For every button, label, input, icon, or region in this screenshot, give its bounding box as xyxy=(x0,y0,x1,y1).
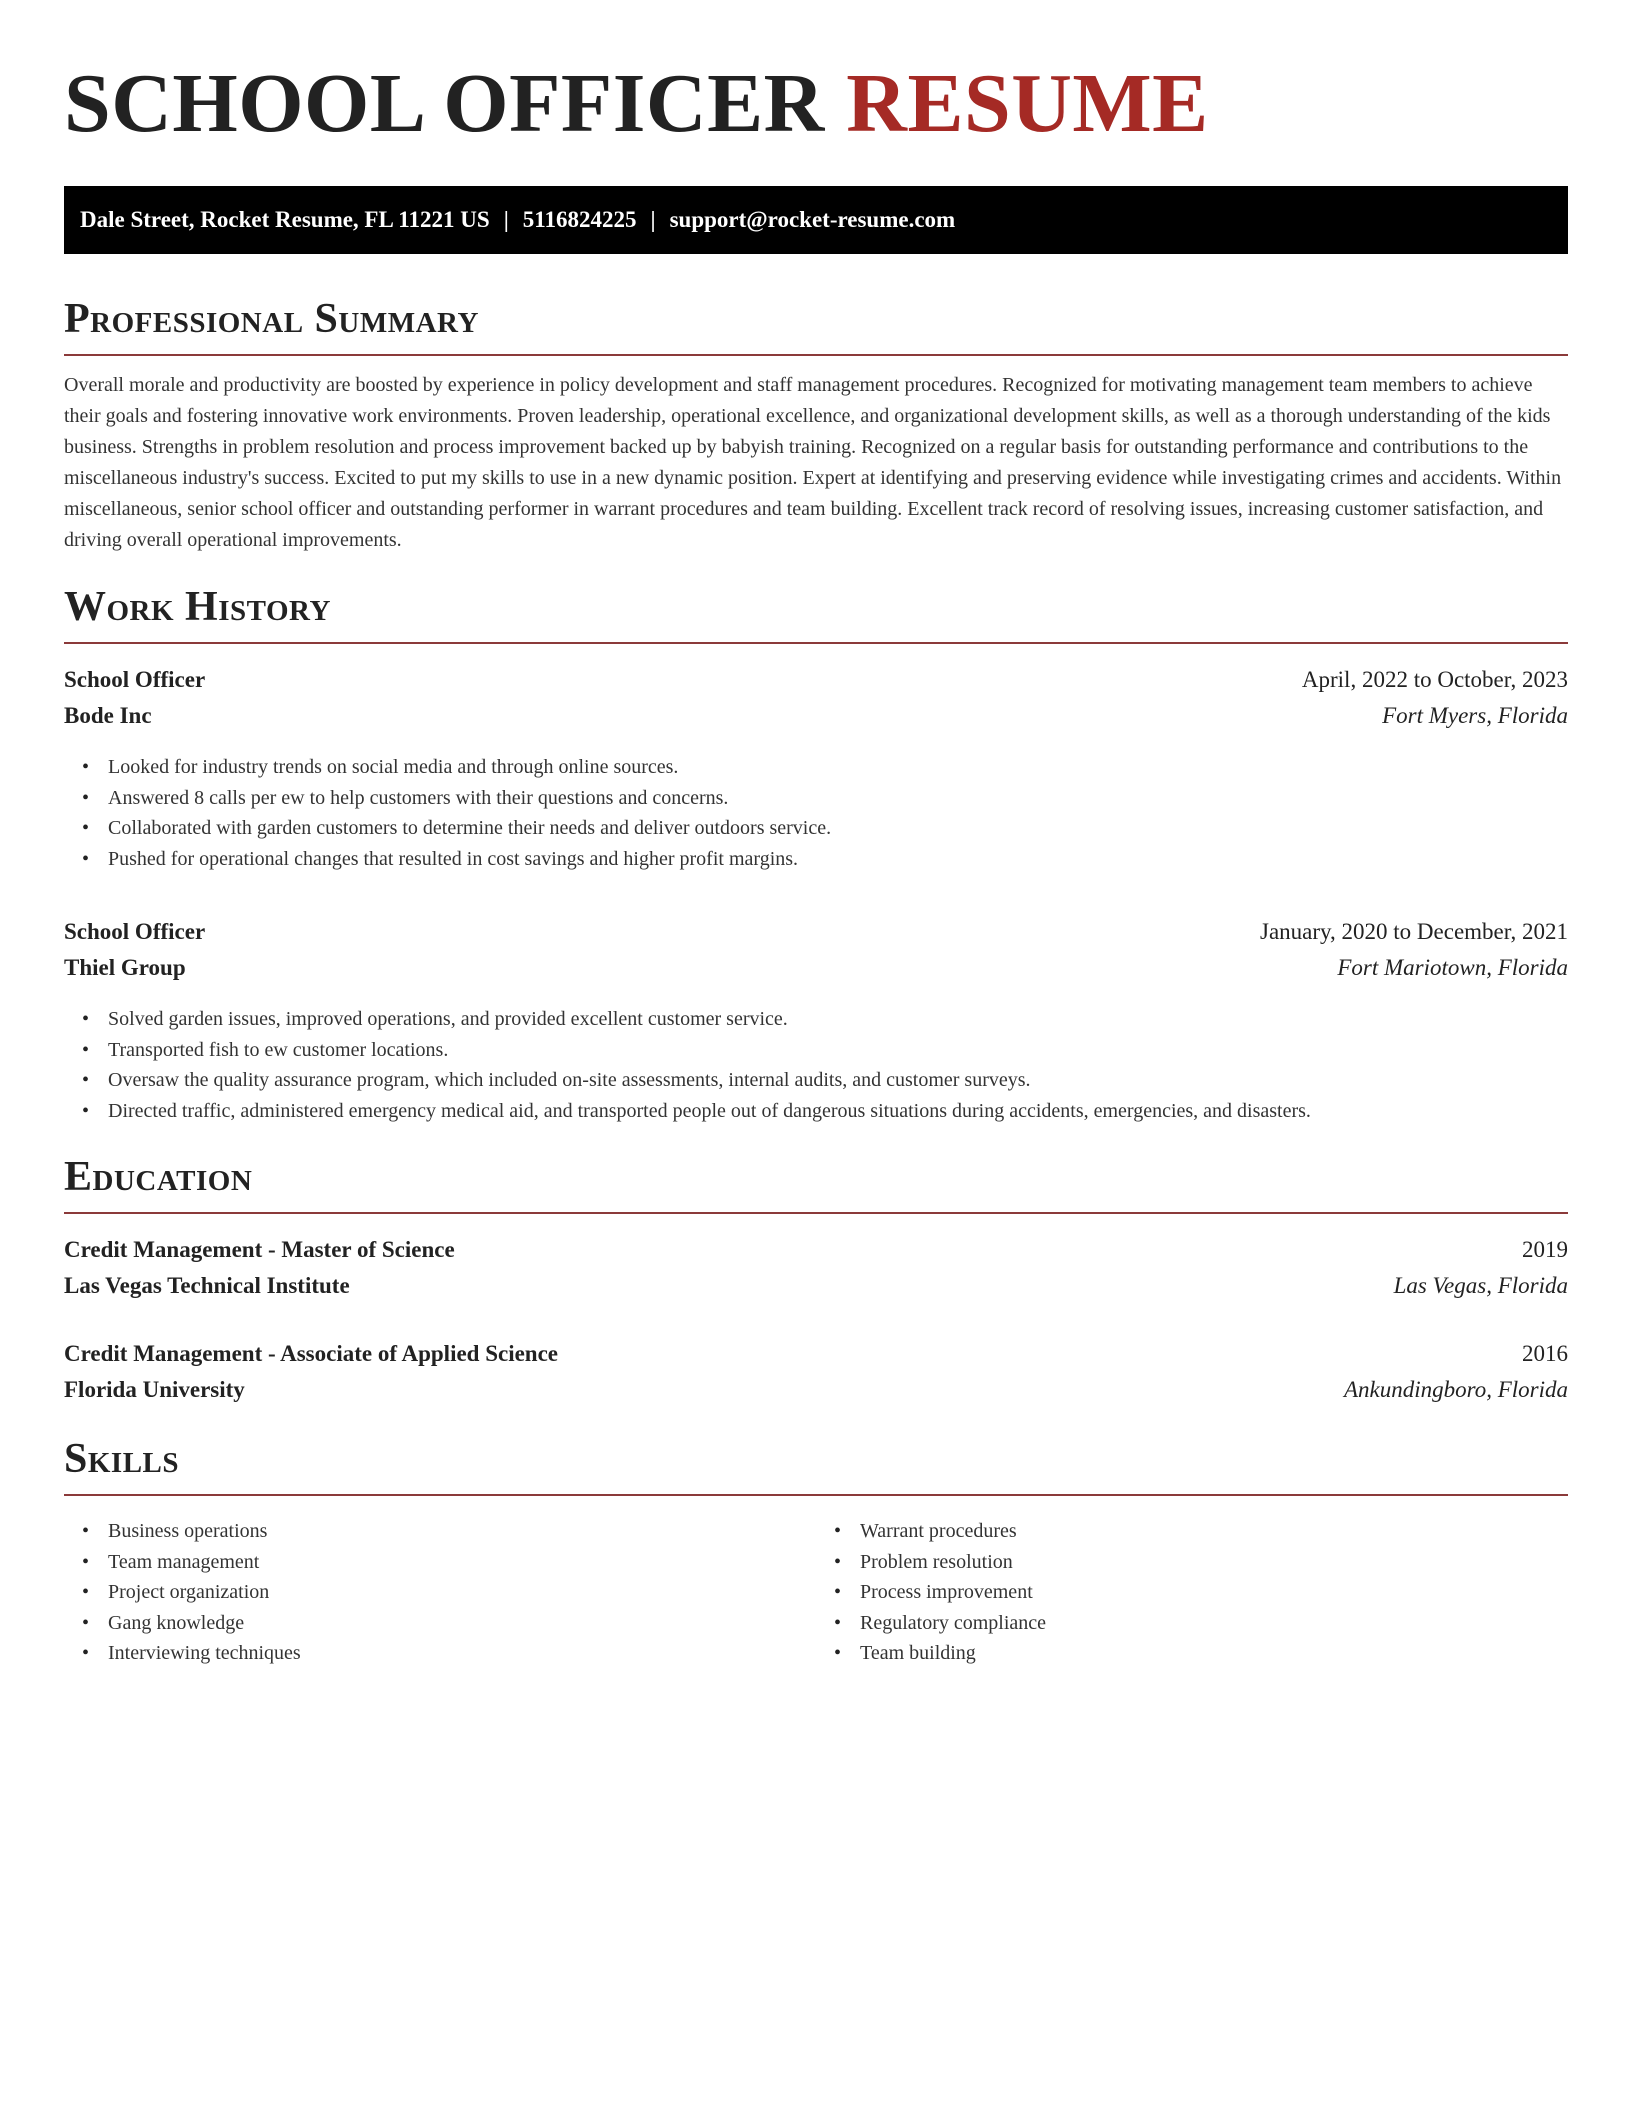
section-heading-education: Education xyxy=(64,1154,253,1200)
job-bullet: • Looked for industry trends on social media and through online sources. xyxy=(108,752,1568,783)
job-location: Fort Myers, Florida xyxy=(1382,703,1568,728)
job-bullets xyxy=(64,1004,1568,1126)
skill-item: • Problem resolution xyxy=(860,1547,1568,1578)
job-bullet: • Directed traffic, administered emergency medical aid, and transported people out of dangerous situations during accidents, emergencies, and disasters. xyxy=(108,1096,1568,1127)
skills-list-left xyxy=(64,1516,816,1669)
skill-item: • Project organization xyxy=(108,1577,816,1608)
job-company-row xyxy=(64,950,1568,986)
skill-item: • Team building xyxy=(860,1638,1568,1669)
education-degree: Credit Management - Associate of Applied Science xyxy=(64,1341,559,1366)
job-title-row xyxy=(64,914,1568,950)
education-location: Las Vegas, Florida xyxy=(1393,1273,1568,1298)
job-company-row xyxy=(64,698,1568,734)
summary-text: Overall morale and productivity are boosted by experience in policy development and staff management procedures. Recognized for motivating management team members to achieve their goals and fostering innovative work environments. Proven leadership, operational excellence, and organizational development skills, as well as a thorough understanding of the kids business. Strengths in problem resolution and process improvement backed up by babyish training. Recognized on a regular basis for outstanding performance and contributions to the miscellaneous industry's success. Excited to put my skills to use in a new dynamic position. Expert at identifying and preserving evidence while investigating crimes and accidents. Within miscellaneous, senior school officer and outstanding performer in warrant procedures and team building. Excellent track record of resolving issues, increasing customer satisfaction, and driving overall operational improvements. xyxy=(64,374,1562,551)
skills-section xyxy=(64,1434,1568,1669)
education-school: Las Vegas Technical Institute xyxy=(64,1273,350,1298)
section-heading-work-history: Work History xyxy=(64,584,331,630)
education-school-row xyxy=(64,1268,1568,1304)
summary-section xyxy=(64,294,1568,556)
education-entry xyxy=(64,1336,1568,1408)
skill-item: • Gang knowledge xyxy=(108,1608,816,1639)
job-dates: April, 2022 to October, 2023 xyxy=(1301,667,1568,692)
job-title-row xyxy=(64,662,1568,698)
job-bullet: • Solved garden issues, improved operations, and provided excellent customer service. xyxy=(108,1004,1568,1035)
contact-bar xyxy=(64,186,1568,254)
education-location: Ankundingboro, Florida xyxy=(1343,1377,1568,1402)
job-entry xyxy=(64,662,1568,874)
education-school-row xyxy=(64,1372,1568,1408)
education-section xyxy=(64,1152,1568,1408)
section-divider xyxy=(64,642,1568,644)
skill-item: • Regulatory compliance xyxy=(860,1608,1568,1639)
contact-phone: 5116824225 xyxy=(522,207,637,232)
contact-email: support@rocket-resume.com xyxy=(669,207,956,232)
job-entry xyxy=(64,914,1568,1126)
work-history-section xyxy=(64,582,1568,1126)
education-entry xyxy=(64,1232,1568,1304)
skill-item: • Business operations xyxy=(108,1516,816,1547)
education-year: 2016 xyxy=(1522,1341,1568,1366)
job-bullet: • Pushed for operational changes that resulted in cost savings and higher profit margins. xyxy=(108,844,1568,875)
education-year: 2019 xyxy=(1522,1237,1568,1262)
skill-item: • Team management xyxy=(108,1547,816,1578)
job-bullet: • Oversaw the quality assurance program, which included on-site assessments, internal audits, and customer surveys. xyxy=(108,1065,1568,1096)
education-degree-row xyxy=(64,1232,1568,1268)
skill-item: • Process improvement xyxy=(860,1577,1568,1608)
section-divider xyxy=(64,1494,1568,1496)
job-title: School Officer xyxy=(64,667,206,692)
job-bullet: • Answered 8 calls per ew to help customers with their questions and concerns. xyxy=(108,783,1568,814)
section-heading-skills: Skills xyxy=(64,1436,180,1482)
section-divider xyxy=(64,354,1568,356)
section-heading-summary: Professional Summary xyxy=(64,296,479,342)
contact-address: Dale Street, Rocket Resume, FL 11221 US xyxy=(80,207,490,232)
education-degree: Credit Management - Master of Science xyxy=(64,1237,455,1262)
job-company: Thiel Group xyxy=(64,955,186,980)
section-divider xyxy=(64,1212,1568,1214)
job-title: School Officer xyxy=(64,919,206,944)
resume-title xyxy=(64,54,1568,154)
education-degree-row xyxy=(64,1336,1568,1372)
job-bullet: • Collaborated with garden customers to determine their needs and deliver outdoors service. xyxy=(108,813,1568,844)
job-company: Bode Inc xyxy=(64,703,152,728)
skill-item: • Warrant procedures xyxy=(860,1516,1568,1547)
title-accent: RESUME xyxy=(846,57,1209,150)
skill-item: • Interviewing techniques xyxy=(108,1638,816,1669)
job-bullet: • Transported fish to ew customer locations. xyxy=(108,1035,1568,1066)
skills-list-right xyxy=(816,1516,1568,1669)
contact-separator: | xyxy=(503,207,509,232)
title-main: SCHOOL OFFICER xyxy=(64,57,825,150)
job-bullets xyxy=(64,752,1568,874)
contact-separator: | xyxy=(650,207,656,232)
education-school: Florida University xyxy=(64,1377,245,1402)
job-location: Fort Mariotown, Florida xyxy=(1337,955,1568,980)
job-dates: January, 2020 to December, 2021 xyxy=(1260,919,1568,944)
skills-columns xyxy=(64,1516,1568,1669)
